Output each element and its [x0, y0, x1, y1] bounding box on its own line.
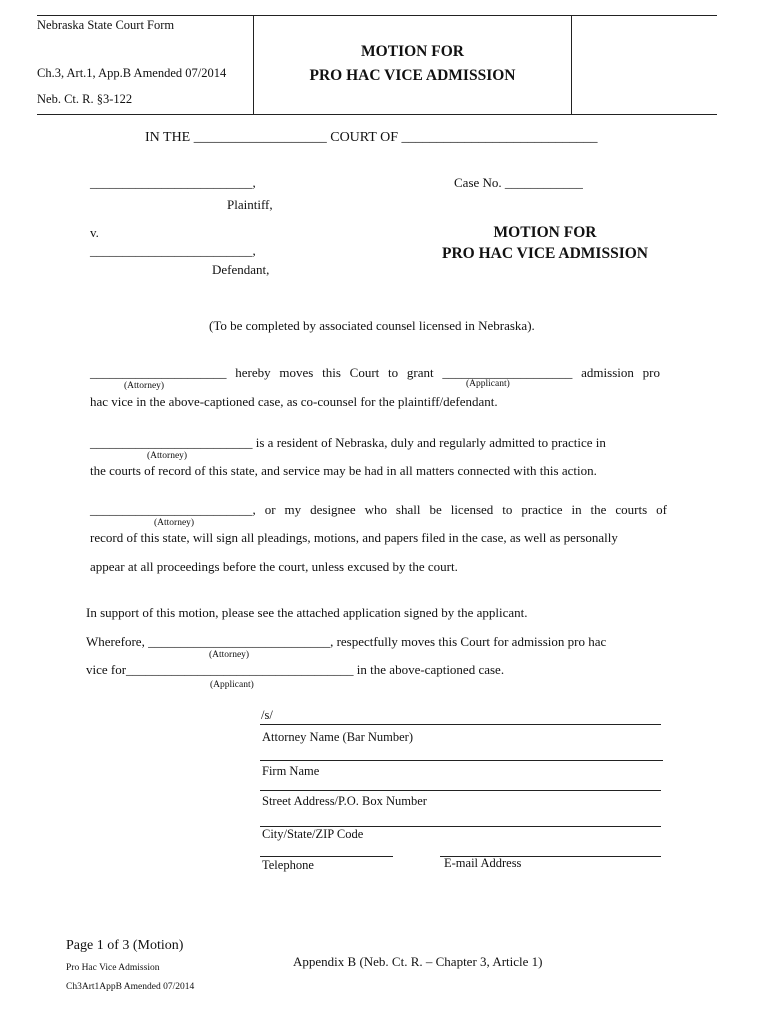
- paragraph3-attorney-label: (Attorney): [154, 518, 195, 528]
- instruction: (To be completed by associated counsel licensed in Nebraska).: [209, 318, 535, 333]
- city-state-zip-field: City/State/ZIP Code: [262, 827, 364, 841]
- wherefore-line1: Wherefore, ____________________________, respectfully moves this Court for admission pro hac: [86, 634, 607, 649]
- wherefore-applicant-label: (Applicant): [210, 680, 254, 690]
- telephone-field: Telephone: [262, 858, 314, 872]
- header-divider-left: [253, 15, 254, 114]
- page-number: Page 1 of 3 (Motion): [66, 938, 184, 953]
- paragraph1-attorney-label: (Attorney): [124, 381, 165, 391]
- signature-rule: [260, 724, 661, 725]
- paragraph2-attorney-label: (Attorney): [147, 451, 188, 461]
- paragraph3-line1: _________________________, or my designee who shall be licensed to practice in the courts of: [90, 502, 667, 517]
- chapter-reference: Ch.3, Art.1, App.B Amended 07/2014: [37, 66, 227, 80]
- firm-name-rule: [260, 790, 661, 791]
- email-field: E-mail Address: [444, 856, 522, 870]
- telephone-rule: [260, 856, 393, 857]
- case-number: Case No. ____________: [454, 175, 583, 190]
- header-title-line2: PRO HAC VICE ADMISSION: [309, 67, 516, 84]
- defendant-label: Defendant,: [212, 262, 270, 277]
- wherefore-attorney-label: (Attorney): [209, 650, 250, 660]
- versus: v.: [90, 225, 99, 240]
- header-top-rule: [37, 15, 717, 16]
- paragraph2-line1: _________________________ is a resident of Nebraska, duly and regularly admitted to practice in: [90, 435, 606, 450]
- document-name: Pro Hac Vice Admission: [66, 963, 160, 973]
- motion-title-line1: MOTION FOR: [493, 224, 597, 241]
- paragraph1-line2: hac vice in the above-captioned case, as co-counsel for the plaintiff/defendant.: [90, 394, 498, 409]
- header-bottom-rule: [37, 114, 717, 115]
- court-line: IN THE ___________________ COURT OF ____________________________: [145, 130, 598, 145]
- paragraph1-line1: _____________________ hereby moves this Court to grant ____________________ admission pro: [90, 365, 660, 380]
- wherefore-line2: vice for___________________________________ in the above-captioned case.: [86, 662, 505, 677]
- defendant-blank: _________________________,: [90, 243, 256, 258]
- document-code: Ch3Art1AppB Amended 07/2014: [66, 982, 195, 992]
- attorney-name-rule: [260, 760, 663, 761]
- appendix-reference: Appendix B (Neb. Ct. R. – Chapter 3, Article 1): [293, 954, 543, 969]
- plaintiff-label: Plaintiff,: [227, 197, 273, 212]
- support-statement: In support of this motion, please see the attached application signed by the applicant.: [86, 605, 528, 620]
- paragraph3-line2: record of this state, will sign all pleadings, motions, and papers filed in the case, as well as personally: [90, 530, 618, 545]
- form-name: Nebraska State Court Form: [37, 18, 175, 32]
- plaintiff-blank: _________________________,: [90, 175, 256, 190]
- paragraph2-line2: the courts of record of this state, and service may be had in all matters connected with this action.: [90, 463, 597, 478]
- firm-name-field: Firm Name: [262, 764, 320, 778]
- attorney-name-field: Attorney Name (Bar Number): [262, 730, 413, 744]
- motion-title-line2: PRO HAC VICE ADMISSION: [442, 245, 648, 262]
- signature-mark: /s/: [261, 708, 273, 722]
- header-divider-right: [571, 15, 572, 114]
- paragraph3-line3: appear at all proceedings before the court, unless excused by the court.: [90, 559, 458, 574]
- header-title-line1: MOTION FOR: [361, 43, 464, 60]
- paragraph1-applicant-label: (Applicant): [466, 379, 510, 389]
- rule-reference: Neb. Ct. R. §3-122: [37, 92, 133, 106]
- street-address-field: Street Address/P.O. Box Number: [262, 794, 427, 808]
